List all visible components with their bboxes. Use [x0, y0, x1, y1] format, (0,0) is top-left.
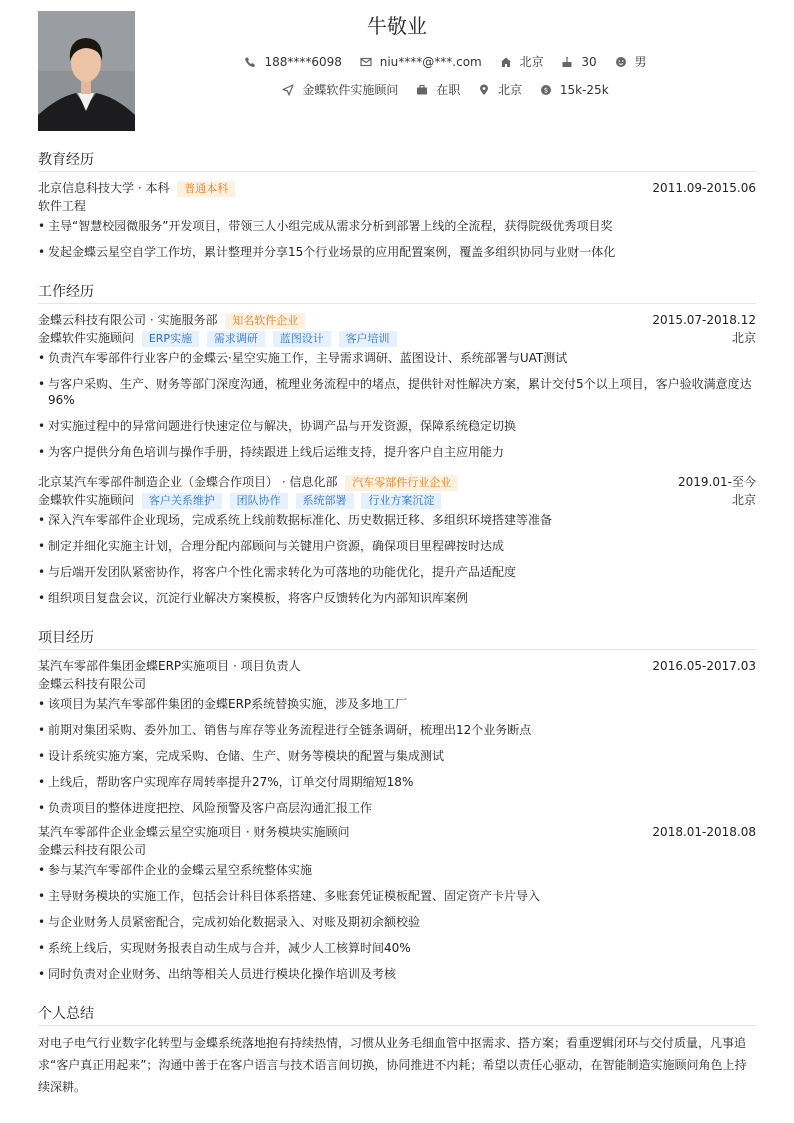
svg-text:$: $	[543, 86, 549, 95]
skill-tag: 团队协作	[230, 493, 288, 509]
list-item: • 负责汽车零部件行业客户的金蝶云·星空实施工作，主导需求调研、蓝图设计、系统部署与UAT测试	[38, 350, 756, 366]
education-major: 软件工程	[38, 199, 87, 213]
status-item	[416, 81, 460, 98]
list-item: • 参与某汽车零部件企业的金蝶云星空系统整体实施	[38, 862, 756, 878]
phone-text: 188****6098	[264, 54, 342, 69]
summary-section	[38, 1004, 756, 1026]
contact-row	[135, 53, 756, 71]
status-text: 在职	[436, 83, 461, 97]
project-header	[38, 657, 756, 675]
project-bullets	[38, 696, 756, 826]
education-major-line	[38, 197, 756, 215]
company-tag: 汽车零部件行业企业	[345, 475, 458, 491]
send-icon	[282, 84, 294, 96]
job-period: 2019.01-至今	[678, 475, 756, 489]
list-item: • 该项目为某汽车零部件集团的金蝶ERP系统替换实施，涉及多地工厂	[38, 696, 756, 712]
list-item: • 发起金蝶云星空自学工作坊，累计整理并分享15个行业场景的应用配置案例，覆盖多组织协同与业财一体化	[38, 244, 756, 260]
email-text: niu****@***.com	[379, 54, 482, 69]
job-role-line	[38, 491, 756, 509]
list-item: • 深入汽车零部件企业现场，完成系统上线前数据标准化、历史数据迁移、多组织环境搭建等准备	[38, 512, 756, 528]
list-item: • 与企业财务人员紧密配合，完成初始化数据录入、对账及期初余额校验	[38, 914, 756, 930]
location-pin-icon	[478, 84, 490, 96]
salary-text: 15k-25k	[559, 82, 609, 97]
salary-item	[540, 83, 609, 97]
list-item: • 设计系统实施方案，完成采购、仓储、生产、财务等模块的配置与集成测试	[38, 748, 756, 764]
job-role-line	[38, 329, 756, 347]
skill-tag: 蓝图设计	[273, 331, 331, 347]
job-location: 北京	[731, 493, 756, 507]
education-section	[38, 150, 756, 172]
skill-tag: ERP实施	[142, 331, 199, 347]
project-name: 某汽车零部件集团金蝶ERP实施项目 · 项目负责人	[38, 659, 301, 673]
project-company: 金蝶云科技有限公司	[38, 677, 147, 691]
candidate-name: 牛敬业	[367, 14, 427, 38]
list-item: • 系统上线后，实现财务报表自动生成与合并，减少人工核算时间40%	[38, 940, 756, 956]
city-item	[500, 53, 544, 70]
list-item: • 为客户提供分角色培训与操作手册，持续跟进上线后运维支持，提升客户自主应用能力	[38, 444, 756, 460]
age-text: 30	[581, 54, 597, 69]
target-city-item	[478, 81, 522, 98]
project-header	[38, 823, 756, 841]
work-section	[38, 282, 756, 304]
school-name: 北京信息科技大学 · 本科	[38, 181, 170, 195]
skill-tag: 客户培训	[339, 331, 397, 347]
list-item: • 对实施过程中的异常问题进行快速定位与解决，协调产品与开发资源，保障系统稳定切换	[38, 418, 756, 434]
job-company: 北京某汽车零部件制造企业（金蝶合作项目） · 信息化部	[38, 475, 338, 489]
job-header	[38, 311, 756, 329]
projects-title: 项目经历	[38, 628, 756, 650]
job-role: 金蝶软件实施顾问	[38, 493, 135, 507]
list-item: • 上线后，帮助客户实现库存周转率提升27%，订单交付周期缩短18%	[38, 774, 756, 790]
project-period: 2016.05-2017.03	[652, 659, 756, 673]
phone-item	[244, 55, 341, 69]
list-item: • 负责项目的整体进度把控、风险预警及客户高层沟通汇报工作	[38, 800, 756, 816]
project-company-line	[38, 841, 756, 859]
list-item: • 与后端开发团队紧密协作，将客户个性化需求转化为可落地的功能优化，提升产品适配度	[38, 564, 756, 580]
education-title: 教育经历	[38, 150, 756, 172]
mail-icon	[360, 56, 372, 68]
list-item: • 同时负责对企业财务、出纳等相关人员进行模块化操作培训及考核	[38, 966, 756, 982]
gender-item	[615, 53, 647, 70]
work-title: 工作经历	[38, 282, 756, 304]
city-text: 北京	[519, 55, 544, 69]
job-header	[38, 473, 756, 491]
summary-title: 个人总结	[38, 1004, 756, 1026]
target-city-text: 北京	[498, 83, 523, 97]
job-bullets	[38, 350, 756, 470]
age-item	[561, 55, 596, 69]
job-company: 金蝶云科技有限公司 · 实施服务部	[38, 313, 218, 327]
skill-tag: 行业方案沉淀	[361, 493, 441, 509]
list-item: • 主导“智慧校园微服务”开发项目，带领三人小组完成从需求分析到部署上线的全流程，获得院级优秀项目奖	[38, 218, 756, 234]
list-item: • 前期对集团采购、委外加工、销售与库存等业务流程进行全链条调研，梳理出12个业务断点	[38, 722, 756, 738]
project-company-line	[38, 675, 756, 693]
projects-section	[38, 628, 756, 650]
education-bullets	[38, 218, 756, 270]
job-location: 北京	[731, 331, 756, 345]
home-icon	[500, 56, 512, 68]
skill-tag: 系统部署	[296, 493, 354, 509]
skill-tag: 需求调研	[207, 331, 265, 347]
summary-text: 对电子电气行业数字化转型与金蝶系统落地抱有持续热情，习惯从业务毛细血管中抠需求、搭方案；看重逻辑闭环与交付质量，凡事追求“客户真正用起来”；沟通中善于在客户语言与技术语言间切换，协同推进不内耗；希望以责任心驱动，在智能制造实施顾问角色上持续深耕。	[38, 1036, 747, 1094]
project-period: 2018.01-2018.08	[652, 825, 756, 839]
list-item: • 主导财务模块的实施工作，包括会计科目体系搭建、多账套凭证模板配置、固定资产卡片导入	[38, 888, 756, 904]
company-tag: 知名软件企业	[225, 313, 305, 329]
list-item: • 组织项目复盘会议，沉淀行业解决方案模板，将客户反馈转化为内部知识库案例	[38, 590, 756, 606]
position-item	[282, 81, 398, 98]
job-period: 2015.07-2018.12	[652, 313, 756, 327]
email-item	[360, 55, 482, 69]
cake-icon	[561, 56, 573, 68]
project-bullets	[38, 862, 756, 992]
list-item: • 制定并细化实施主计划，合理分配内部顾问与关键用户资源，确保项目里程碑按时达成	[38, 538, 756, 554]
skill-tag: 客户关系维护	[142, 493, 222, 509]
education-header	[38, 179, 756, 197]
position-text: 金蝶软件实施顾问	[302, 83, 399, 97]
gender-text: 男	[634, 55, 647, 69]
phone-icon	[244, 56, 256, 68]
project-company: 金蝶云科技有限公司	[38, 843, 147, 857]
education-tag: 普通本科	[177, 181, 235, 197]
list-item: • 与客户采购、生产、财务等部门深度沟通，梳理业务流程中的堵点，提供针对性解决方案，累计交付5个以上项目，客户验收满意度达96%	[38, 376, 756, 408]
job-role: 金蝶软件实施顾问	[38, 331, 135, 345]
education-period: 2011.09-2015.06	[652, 181, 756, 195]
briefcase-icon	[416, 84, 428, 96]
job-bullets	[38, 512, 756, 616]
job-intent-row	[135, 81, 756, 99]
project-name: 某汽车零部件企业金蝶云星空实施项目 · 财务模块实施顾问	[38, 825, 350, 839]
money-icon	[540, 84, 552, 96]
person-icon	[615, 56, 627, 68]
